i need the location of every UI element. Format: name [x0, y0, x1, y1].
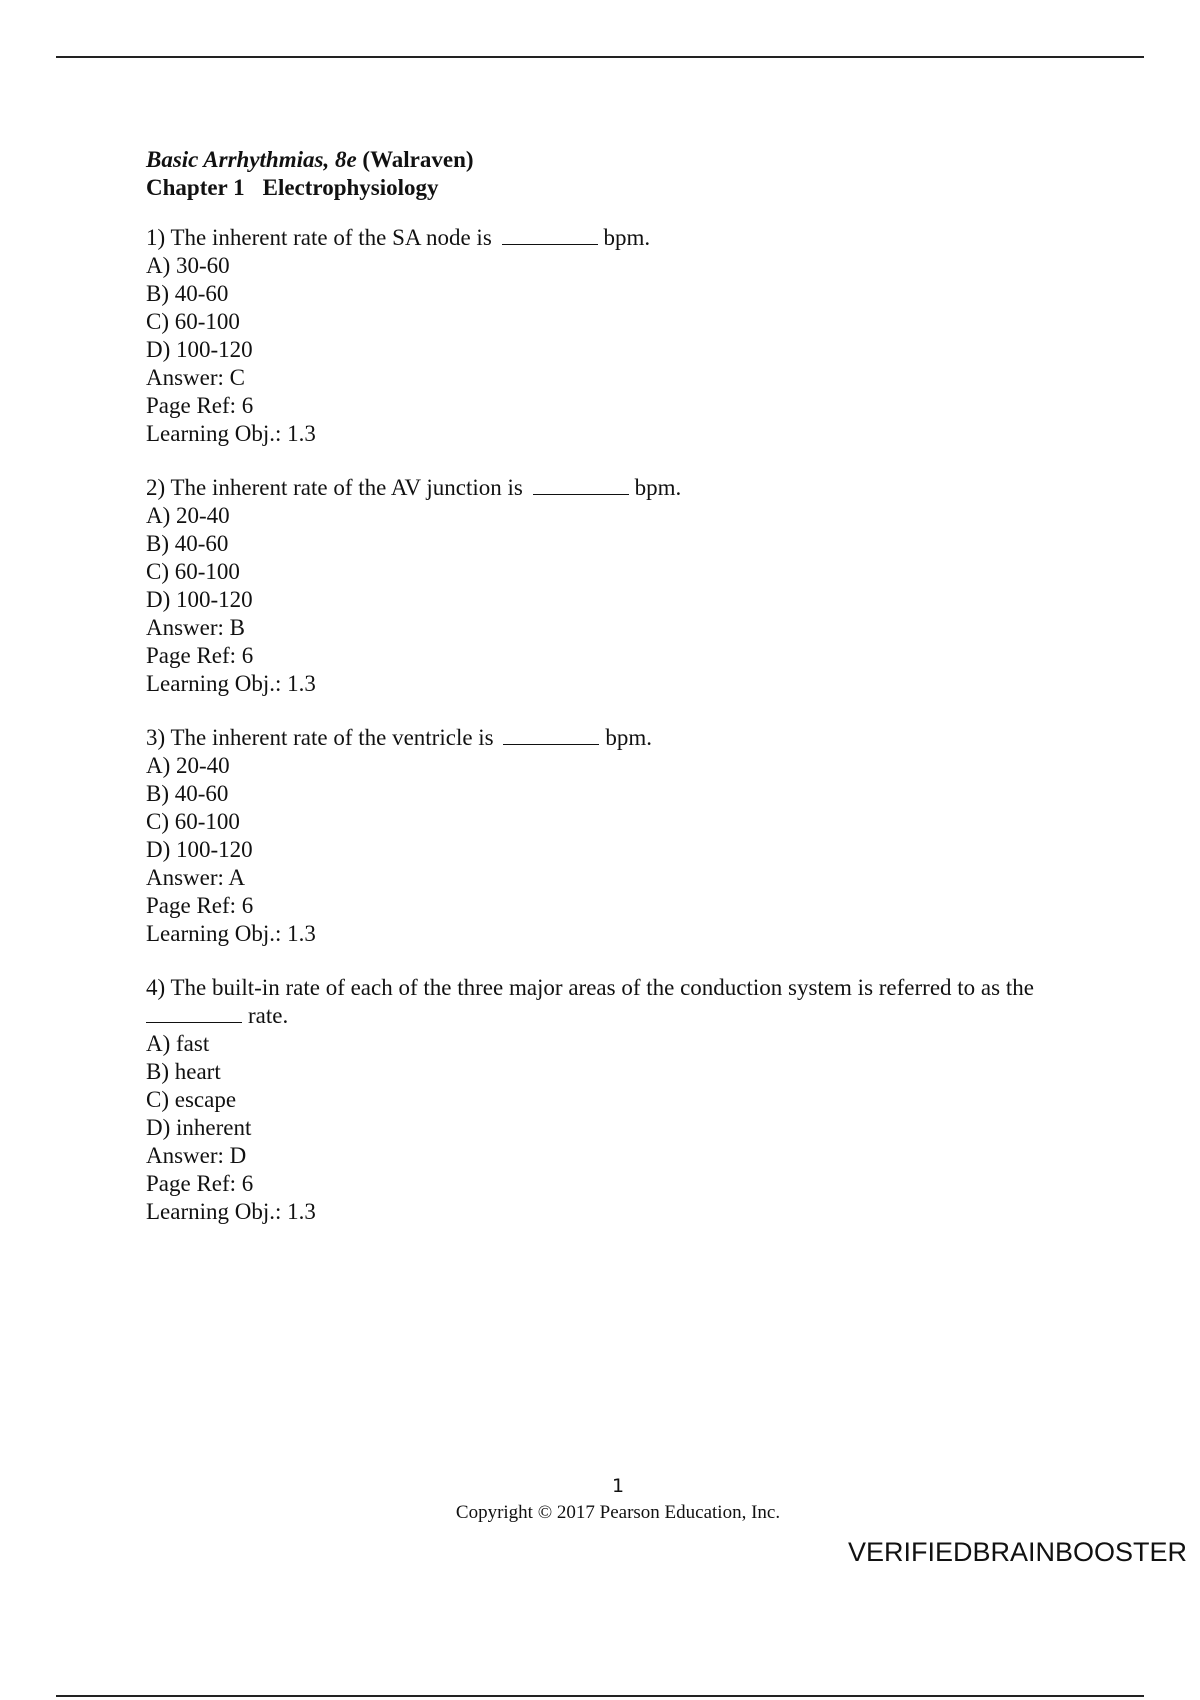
page-ref: Page Ref: 6 — [146, 893, 254, 918]
stem-suffix: rate. — [248, 1003, 289, 1028]
stem-text: 1) The inherent rate of the SA node is — [146, 225, 492, 250]
option-d: D) 100-120 — [146, 337, 253, 362]
option-b: B) 40-60 — [146, 281, 229, 306]
question-3 — [146, 724, 1106, 948]
answer-blank — [502, 224, 598, 245]
option-a: A) 20-40 — [146, 753, 230, 778]
page-ref: Page Ref: 6 — [146, 1171, 254, 1196]
option-d: D) 100-120 — [146, 837, 253, 862]
question-stem-continued — [146, 1002, 1106, 1030]
book-title-italic: Basic Arrhythmias, 8e — [146, 147, 357, 172]
question-stem — [146, 724, 1106, 752]
learning-obj: Learning Obj.: 1.3 — [146, 671, 316, 696]
answer-line: Answer: D — [146, 1143, 247, 1168]
stem-text: 2) The inherent rate of the AV junction is — [146, 475, 523, 500]
chapter-heading — [146, 174, 1106, 202]
answer-blank — [146, 1002, 242, 1023]
option-c: C) 60-100 — [146, 809, 240, 834]
answer-line: Answer: B — [146, 615, 246, 640]
learning-obj: Learning Obj.: 1.3 — [146, 421, 316, 446]
bottom-rule — [56, 1695, 1144, 1697]
answer-line: Answer: C — [146, 365, 246, 390]
question-stem — [146, 474, 1106, 502]
answer-blank — [503, 724, 599, 745]
option-d: D) inherent — [146, 1115, 252, 1140]
option-c: C) 60-100 — [146, 559, 240, 584]
option-a: A) fast — [146, 1031, 210, 1056]
option-a: A) 20-40 — [146, 503, 230, 528]
chapter-title: Electrophysiology — [262, 175, 439, 200]
page-number: 1 — [611, 1475, 625, 1497]
top-rule — [56, 56, 1144, 58]
option-d: D) 100-120 — [146, 587, 253, 612]
option-b: B) heart — [146, 1059, 221, 1084]
option-b: B) 40-60 — [146, 781, 229, 806]
question-4 — [146, 974, 1106, 1226]
question-stem — [146, 224, 1106, 252]
question-2 — [146, 474, 1106, 698]
book-author: (Walraven) — [362, 147, 474, 172]
question-1 — [146, 224, 1106, 448]
book-title — [146, 146, 1106, 174]
option-c: C) escape — [146, 1087, 237, 1112]
page-ref: Page Ref: 6 — [146, 643, 254, 668]
answer-blank — [533, 474, 629, 495]
stem-suffix: bpm. — [634, 475, 682, 500]
option-b: B) 40-60 — [146, 531, 229, 556]
copyright-notice: Copyright © 2017 Pearson Education, Inc. — [455, 1502, 781, 1523]
watermark-text: VERIFIEDBRAINBOOSTER — [848, 1537, 1188, 1567]
page-ref: Page Ref: 6 — [146, 393, 254, 418]
answer-line: Answer: A — [146, 865, 246, 890]
option-a: A) 30-60 — [146, 253, 230, 278]
option-c: C) 60-100 — [146, 309, 240, 334]
question-stem: 4) The built-in rate of each of the three major areas of the conduction system is referred to as the — [146, 975, 1034, 1000]
document-body — [146, 146, 1106, 1252]
learning-obj: Learning Obj.: 1.3 — [146, 921, 316, 946]
stem-suffix: bpm. — [603, 225, 651, 250]
stem-text: 3) The inherent rate of the ventricle is — [146, 725, 494, 750]
chapter-number: Chapter 1 — [146, 175, 245, 200]
learning-obj: Learning Obj.: 1.3 — [146, 1199, 316, 1224]
stem-suffix: bpm. — [605, 725, 653, 750]
